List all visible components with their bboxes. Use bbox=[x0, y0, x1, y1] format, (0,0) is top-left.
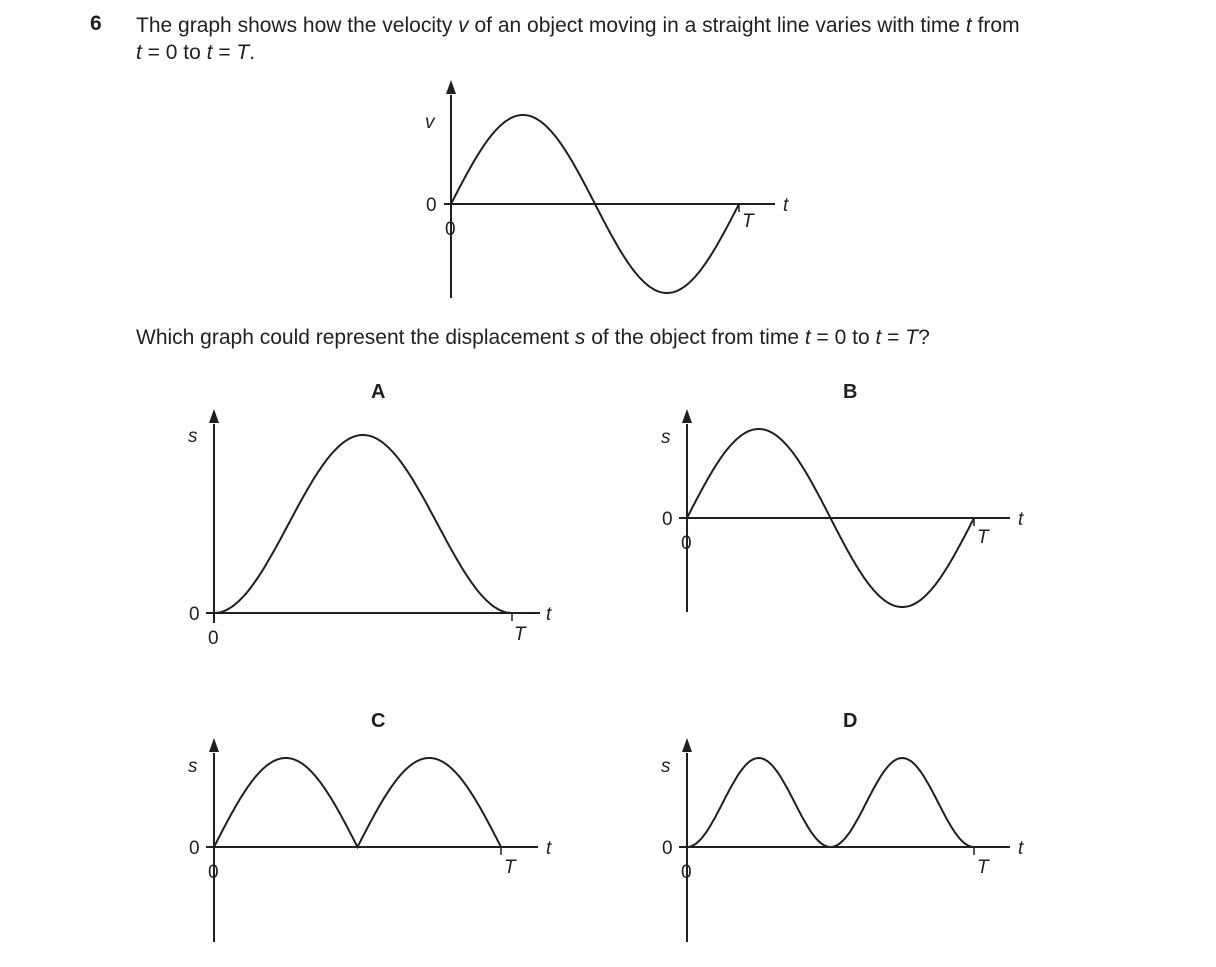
option-b-y-label: s bbox=[661, 427, 671, 448]
question-number: 6 bbox=[90, 12, 102, 35]
option-d-x-label: t bbox=[1018, 838, 1024, 859]
option-b-origin-y-label: 0 bbox=[662, 509, 673, 530]
question-stem: The graph shows how the velocity v of an object moving in a straight line varies with time t from t = 0 to t = T. bbox=[136, 14, 1020, 64]
option-b-y-arrowhead bbox=[682, 409, 692, 423]
option-d-graph bbox=[661, 710, 1024, 942]
option-c-x-label: t bbox=[546, 838, 552, 859]
option-b-origin-x-label: 0 bbox=[681, 533, 692, 554]
option-a-origin-y-label: 0 bbox=[189, 604, 200, 625]
option-c-origin-x-label: 0 bbox=[208, 862, 219, 883]
option-a-end-label: T bbox=[514, 624, 526, 645]
option-b-x-label: t bbox=[1018, 509, 1024, 530]
velocity-end-label: T bbox=[742, 211, 754, 232]
option-a-x-label: t bbox=[546, 604, 552, 625]
option-c-origin-y-label: 0 bbox=[189, 838, 200, 859]
option-d-origin-x-label: 0 bbox=[681, 862, 692, 883]
option-a-y-arrowhead bbox=[209, 409, 219, 423]
option-a-letter: A bbox=[371, 381, 386, 403]
velocity-graph bbox=[425, 80, 789, 298]
velocity-x-label: t bbox=[783, 195, 789, 216]
option-c-letter: C bbox=[371, 710, 386, 732]
option-b-end-label: T bbox=[977, 527, 989, 548]
option-d-y-arrowhead bbox=[682, 738, 692, 752]
option-c-graph bbox=[188, 710, 552, 942]
option-b-graph bbox=[661, 381, 1024, 612]
option-c-curve bbox=[214, 758, 501, 847]
option-a-curve bbox=[214, 435, 512, 613]
velocity-y-label: v bbox=[425, 112, 435, 133]
option-d-end-label: T bbox=[977, 857, 989, 878]
option-c-y-arrowhead bbox=[209, 738, 219, 752]
option-d-curve bbox=[687, 758, 974, 847]
option-d-letter: D bbox=[843, 710, 858, 732]
option-a-graph bbox=[188, 381, 552, 649]
option-a-y-label: s bbox=[188, 426, 198, 447]
option-c-y-label: s bbox=[188, 756, 198, 777]
option-d-y-label: s bbox=[661, 756, 671, 777]
velocity-origin-x-label: 0 bbox=[445, 219, 456, 240]
option-b-letter: B bbox=[843, 381, 858, 403]
option-c-end-label: T bbox=[504, 857, 516, 878]
option-a-origin-x-label: 0 bbox=[208, 628, 219, 649]
velocity-origin-y-label: 0 bbox=[426, 195, 437, 216]
velocity-y-arrowhead bbox=[446, 80, 456, 94]
option-d-origin-y-label: 0 bbox=[662, 838, 673, 859]
question-prompt: Which graph could represent the displacement s of the object from time t = 0 to t = T? bbox=[136, 326, 930, 349]
